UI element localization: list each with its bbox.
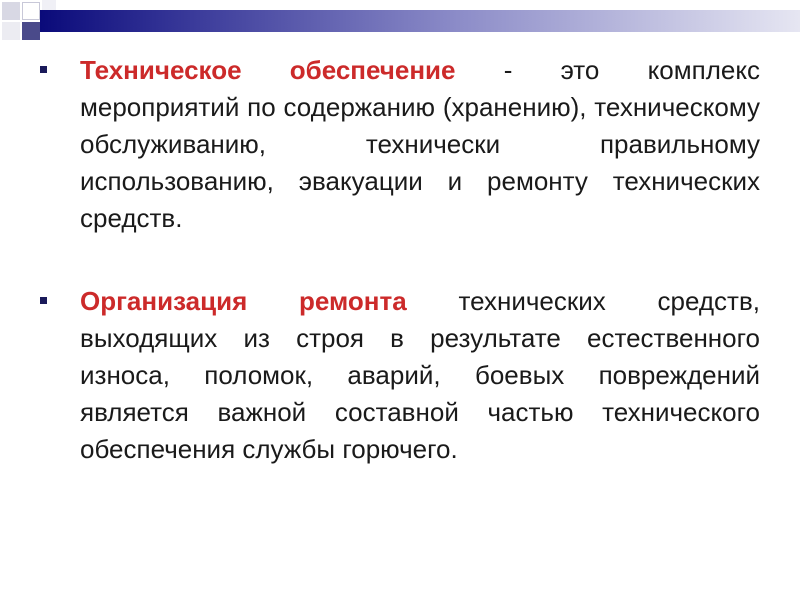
decor-square: [22, 22, 40, 40]
decor-square: [22, 2, 40, 20]
bullet-paragraph: [80, 52, 760, 237]
bullet-item: [40, 283, 760, 468]
bullet-item: [40, 52, 760, 237]
bullet-body: технических средств, выходящих из строя в результате естественного износа, поломок, аварий, боевых повреждений является важной составной частью технического обеспечения службы горючего.: [80, 286, 760, 464]
bullet-body: - это комплекс мероприятий по содержанию (хранению), техническому обслуживанию, технически правильному использованию, эвакуации и ремонту технических средств.: [80, 55, 760, 233]
slide-content: [40, 52, 760, 514]
square-bullet-icon: [40, 66, 47, 73]
square-bullet-icon: [40, 297, 47, 304]
decor-square: [2, 22, 20, 40]
header-gradient-band: [40, 10, 800, 32]
decor-square: [2, 2, 20, 20]
bullet-paragraph: [80, 283, 760, 468]
bullet-term: Техническое обеспечение: [80, 55, 456, 85]
bullet-term: Организация ремонта: [80, 286, 407, 316]
